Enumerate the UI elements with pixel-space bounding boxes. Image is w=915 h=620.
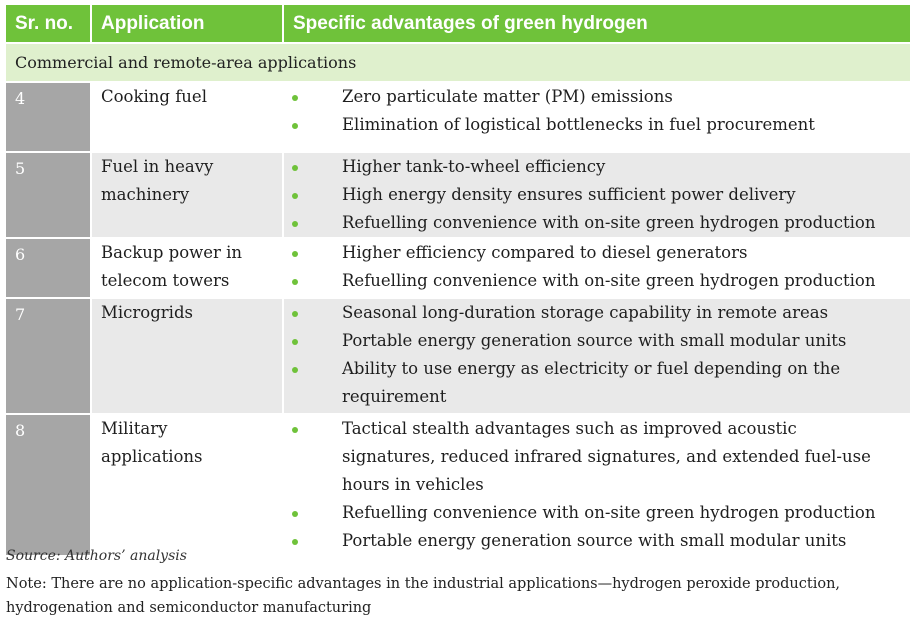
bullet-icon	[292, 279, 298, 285]
row-advantages	[284, 415, 910, 555]
table-row	[6, 81, 910, 151]
row-number: 7	[6, 299, 92, 413]
row-number: 5	[6, 153, 92, 237]
table-row	[6, 151, 910, 237]
bullet-icon	[292, 193, 298, 199]
list-item: Seasonal long-duration storage capability in remote areas	[284, 299, 910, 327]
list-item: Portable energy generation source with small modular units	[284, 327, 910, 355]
bullet-icon	[292, 221, 298, 227]
list-item: Refuelling convenience with on-site green hydrogen production	[284, 499, 910, 527]
list-item: Zero particulate matter (PM) emissions	[284, 83, 910, 111]
bullet-icon	[292, 95, 298, 101]
list-item: Higher efficiency compared to diesel generators	[284, 239, 910, 267]
header-sr-no: Sr. no.	[6, 5, 92, 42]
table-row	[6, 297, 910, 413]
bullet-icon	[292, 311, 298, 317]
table-note: Note: There are no application-specific advantages in the industrial applications—hydrogen peroxide production, hydrogenation and semiconductor manufacturing	[6, 576, 841, 616]
list-item: Refuelling convenience with on-site green hydrogen production	[284, 267, 910, 295]
bullet-icon	[292, 123, 298, 129]
bullet-icon	[292, 339, 298, 345]
bullet-icon	[292, 165, 298, 171]
row-application: Military applications	[92, 415, 284, 555]
header-advantages: Specific advantages of green hydrogen	[293, 12, 648, 34]
row-application: Cooking fuel	[92, 83, 284, 151]
bullet-icon	[292, 367, 298, 373]
row-application: Fuel in heavy machinery	[92, 153, 284, 237]
bullet-icon	[292, 251, 298, 257]
row-number: 4	[6, 83, 92, 151]
table-header	[6, 5, 910, 42]
bullet-icon	[292, 511, 298, 517]
list-item: High energy density ensures sufficient power delivery	[284, 181, 910, 209]
section-heading: Commercial and remote-area applications	[6, 42, 910, 81]
row-number: 6	[6, 239, 92, 297]
bullet-icon	[292, 427, 298, 433]
table-row	[6, 413, 910, 555]
list-item: Refuelling convenience with on-site green hydrogen production	[284, 209, 910, 237]
row-advantages	[284, 83, 910, 151]
source-citation: Source: Authors’ analysis	[6, 548, 187, 564]
bullet-icon	[292, 539, 298, 545]
row-application: Backup power in telecom towers	[92, 239, 284, 297]
list-item: Ability to use energy as electricity or fuel depending on the requirement	[284, 355, 910, 411]
table-row	[6, 237, 910, 297]
list-item: Portable energy generation source with small modular units	[284, 527, 910, 555]
list-item: Higher tank-to-wheel efficiency	[284, 153, 910, 181]
row-advantages	[284, 239, 910, 297]
row-advantages	[284, 153, 910, 237]
list-item: Tactical stealth advantages such as improved acoustic signatures, reduced infrared signatures, and extended fuel-use hours in vehicles	[284, 415, 910, 499]
row-number: 8	[6, 415, 92, 555]
list-item: Elimination of logistical bottlenecks in fuel procurement	[284, 111, 910, 139]
row-advantages	[284, 299, 910, 413]
header-application: Application	[92, 5, 284, 42]
advantages-table	[6, 5, 910, 555]
row-application: Microgrids	[92, 299, 284, 413]
